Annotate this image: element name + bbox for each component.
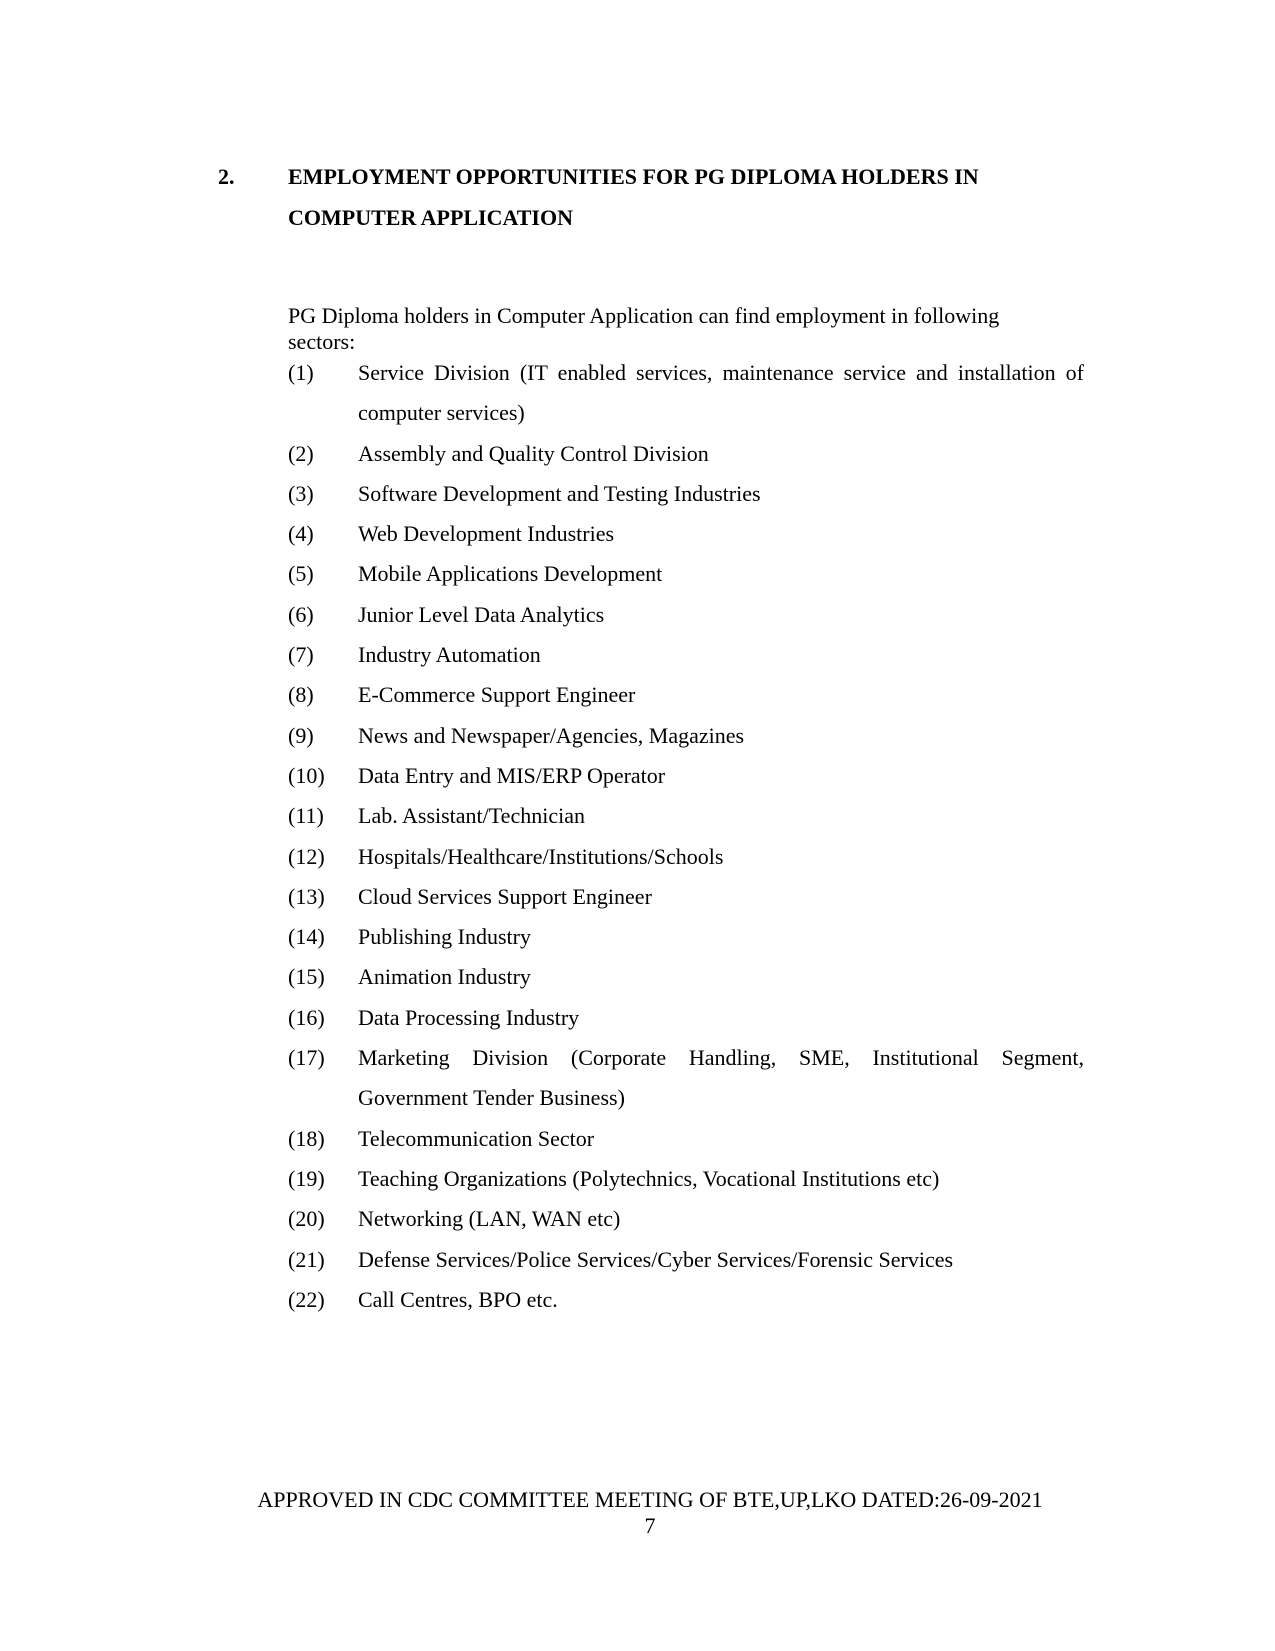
list-item-text: Call Centres, BPO etc. <box>358 1286 558 1312</box>
list-item-number: (6) <box>288 601 314 627</box>
list-item-number: (15) <box>288 964 325 990</box>
list-item-number: (14) <box>288 924 325 950</box>
list-item-text: E-Commerce Support Engineer <box>358 682 636 708</box>
list-item-number: (1) <box>288 360 314 385</box>
list-item-text: Telecommunication Sector <box>358 1125 595 1151</box>
list-item-number: (19) <box>288 1165 325 1191</box>
list-item-number: (22) <box>288 1286 325 1312</box>
list-item-text: Web Development Industries <box>358 521 615 547</box>
list-item-text: Cloud Services Support Engineer <box>358 883 652 909</box>
list-item-text: Animation Industry <box>358 964 531 990</box>
list-item-number: (3) <box>288 480 314 506</box>
list-item-text: Marketing Division (Corporate Handling, SME, Institutional Segment, Government Tender Business) <box>358 1045 1084 1111</box>
list-item <box>288 1280 1088 1320</box>
list-item <box>288 756 1088 796</box>
list-item-number: (4) <box>288 521 314 547</box>
list-item-text: Defense Services/Police Services/Cyber Services/Forensic Services <box>358 1246 954 1272</box>
list-item-text: Teaching Organizations (Polytechnics, Vocational Institutions etc) <box>358 1165 940 1191</box>
list-item-text: Industry Automation <box>358 642 541 668</box>
list-item <box>288 957 1088 997</box>
list-item-text: Data Processing Industry <box>358 1004 580 1030</box>
list-item <box>288 998 1088 1038</box>
list-item <box>288 1240 1088 1280</box>
approval-footer: APPROVED IN CDC COMMITTEE MEETING OF BTE,UP,LKO DATED:26-09-2021 <box>257 1487 1043 1512</box>
list-item-number: (7) <box>288 642 314 668</box>
list-item <box>288 595 1088 635</box>
list-item-number: (12) <box>288 843 325 869</box>
list-item-text: Assembly and Quality Control Division <box>358 440 709 466</box>
list-item-number: (11) <box>288 803 324 829</box>
list-item-number: (2) <box>288 440 314 466</box>
list-item-text: Service Division (IT enabled services, maintenance service and installation of computer services) <box>358 360 1084 426</box>
list-item <box>288 716 1088 756</box>
list-item-number: (8) <box>288 682 314 708</box>
list-item-number: (20) <box>288 1206 325 1232</box>
list-item-number: (17) <box>288 1045 325 1071</box>
list-item-text: Networking (LAN, WAN etc) <box>358 1206 621 1232</box>
list-item <box>288 837 1088 877</box>
list-item-number: (5) <box>288 561 314 587</box>
list-item-text: Junior Level Data Analytics <box>358 601 605 627</box>
list-item <box>288 434 1088 474</box>
list-item <box>288 1119 1088 1159</box>
list-item-text: Software Development and Testing Industries <box>358 480 761 506</box>
list-item-text: News and Newspaper/Agencies, Magazines <box>358 722 745 748</box>
list-item <box>288 675 1088 715</box>
list-item-text: Publishing Industry <box>358 924 531 950</box>
list-item <box>288 1159 1088 1199</box>
list-item-number: (9) <box>288 722 314 748</box>
section-number: 2. <box>218 164 235 189</box>
section-title: EMPLOYMENT OPPORTUNITIES FOR PG DIPLOMA HOLDERS IN COMPUTER APPLICATION <box>288 164 979 230</box>
list-item <box>288 1038 1088 1119</box>
list-item-text: Mobile Applications Development <box>358 561 663 587</box>
sector-list <box>288 353 1088 1320</box>
list-item-text: Hospitals/Healthcare/Institutions/Schools <box>358 843 724 869</box>
list-item <box>288 353 1088 434</box>
list-item-number: (18) <box>288 1125 325 1151</box>
list-item-number: (10) <box>288 762 325 788</box>
list-item-text: Lab. Assistant/Technician <box>358 803 585 829</box>
list-item <box>288 635 1088 675</box>
list-item <box>288 917 1088 957</box>
list-item-text: Data Entry and MIS/ERP Operator <box>358 762 666 788</box>
list-item <box>288 514 1088 554</box>
list-item <box>288 554 1088 594</box>
list-item <box>288 877 1088 917</box>
list-item-number: (13) <box>288 883 325 909</box>
list-item <box>288 1199 1088 1239</box>
list-item <box>288 796 1088 836</box>
page-number: 7 <box>644 1513 656 1538</box>
intro-paragraph: PG Diploma holders in Computer Application can find employment in following sectors: <box>288 303 1000 354</box>
list-item-number: (21) <box>288 1246 325 1272</box>
list-item-number: (16) <box>288 1004 325 1030</box>
list-item <box>288 474 1088 514</box>
